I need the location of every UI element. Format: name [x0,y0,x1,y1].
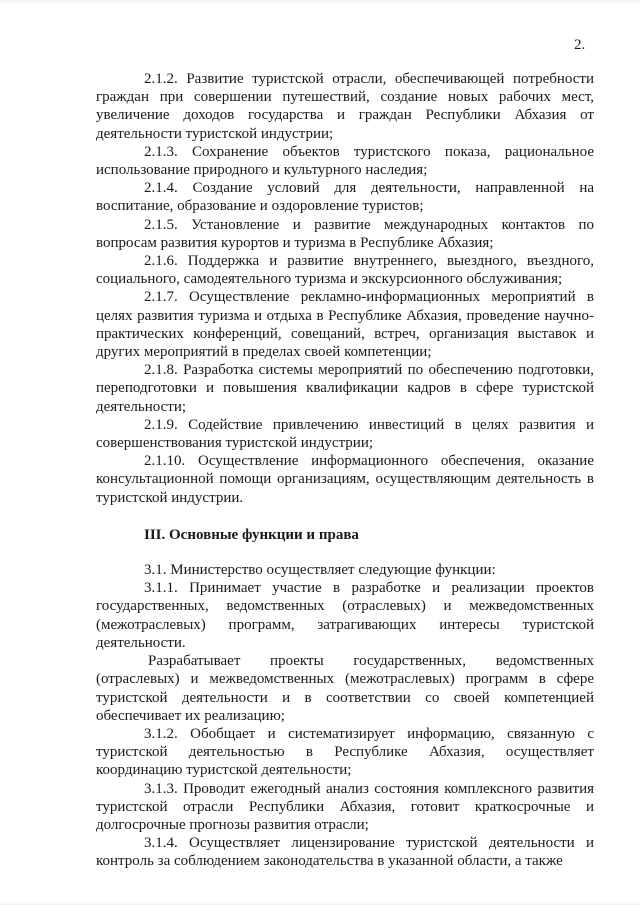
scan-edge-bottom [0,901,640,905]
clause-3-1-2: 3.1.2. Обобщает и систематизирует информацию, связанную с туристской деятельностью в Республике Абхазия, осуществляет координацию туристской деятельности; [96,725,594,779]
clause-3-1-3: 3.1.3. Проводит ежегодный анализ состояния комплексного развития туристской отрасли Республики Абхазия, готовит краткосрочные и долгосрочные прогнозы развития отрасли; [96,780,594,833]
clause-2-1-10: 2.1.10. Осуществление информационного обеспечения, оказание консультационной помощи организациям, осуществляющим деятельность в туристской индустрии. [96,453,594,506]
clause-2-1-7: 2.1.7. Осуществление рекламно-информационных мероприятий в целях развития туризма и отдыха в Республике Абхазия, проведение научно-практических конференций, совещаний, встреч, организация выставок и других мероприятий в пределах своей компетенции; [96,289,594,361]
clause-2-1-3: 2.1.3. Сохранение объектов туристского показа, рациональное использование природного и культурного наследия; [96,143,594,179]
section-heading: III. Основные функции и права [144,526,359,543]
scan-edge-top [0,0,640,4]
clause-3-1: 3.1. Министерство осуществляет следующие функции: [144,562,496,579]
clause-2-1-9: 2.1.9. Содействие привлечению инвестиций в целях развития и совершенствования туристской индустрии; [96,416,594,452]
clause-2-1-6: 2.1.6. Поддержка и развитие внутреннего, выездного, въездного, социального, самодеятельного туризма и экскурсионного обслуживания; [96,253,594,288]
clause-2-1-4: 2.1.4. Создание условий для деятельности, направленной на воспитание, образование и оздоровление туристов; [96,180,594,215]
clause-3-1-1: 3.1.1. Принимает участие в разработке и реализации проектов государственных, ведомственных (отраслевых) и межведомственных (межотраслевых) программ, затрагивающих интересы туристской деятельности. [96,580,594,651]
clause-3-1-4: 3.1.4. Осуществляет лицензирование туристской деятельности и контроль за соблюдением законодательства в указанной области, а также [96,835,594,870]
document-body [96,70,594,871]
clause-2-1-2: 2.1.2. Развитие туристской отрасли, обеспечивающей потребности граждан при совершении путешествий, создание новых рабочих мест, увеличение доходов государства и граждан Республики Абхазия от деятельности туристской индустрии; [96,71,594,142]
clause-3-1-1-continuation: Разрабатывает проекты государственных, ведомственных (отраслевых) и межведомственных (межотраслевых) программ в сфере туристской деятельности и в соответствии со своей компетенцией обеспечивает их реализацию; [96,653,594,724]
clause-2-1-5: 2.1.5. Установление и развитие международных контактов по вопросам развития курортов и туризма в Республике Абхазия; [96,216,594,251]
clause-2-1-8: 2.1.8. Разработка системы мероприятий по обеспечению подготовки, переподготовки и повышения квалификации кадров в сфере туристской деятельности; [96,362,594,415]
page-number: 2. [574,37,586,53]
